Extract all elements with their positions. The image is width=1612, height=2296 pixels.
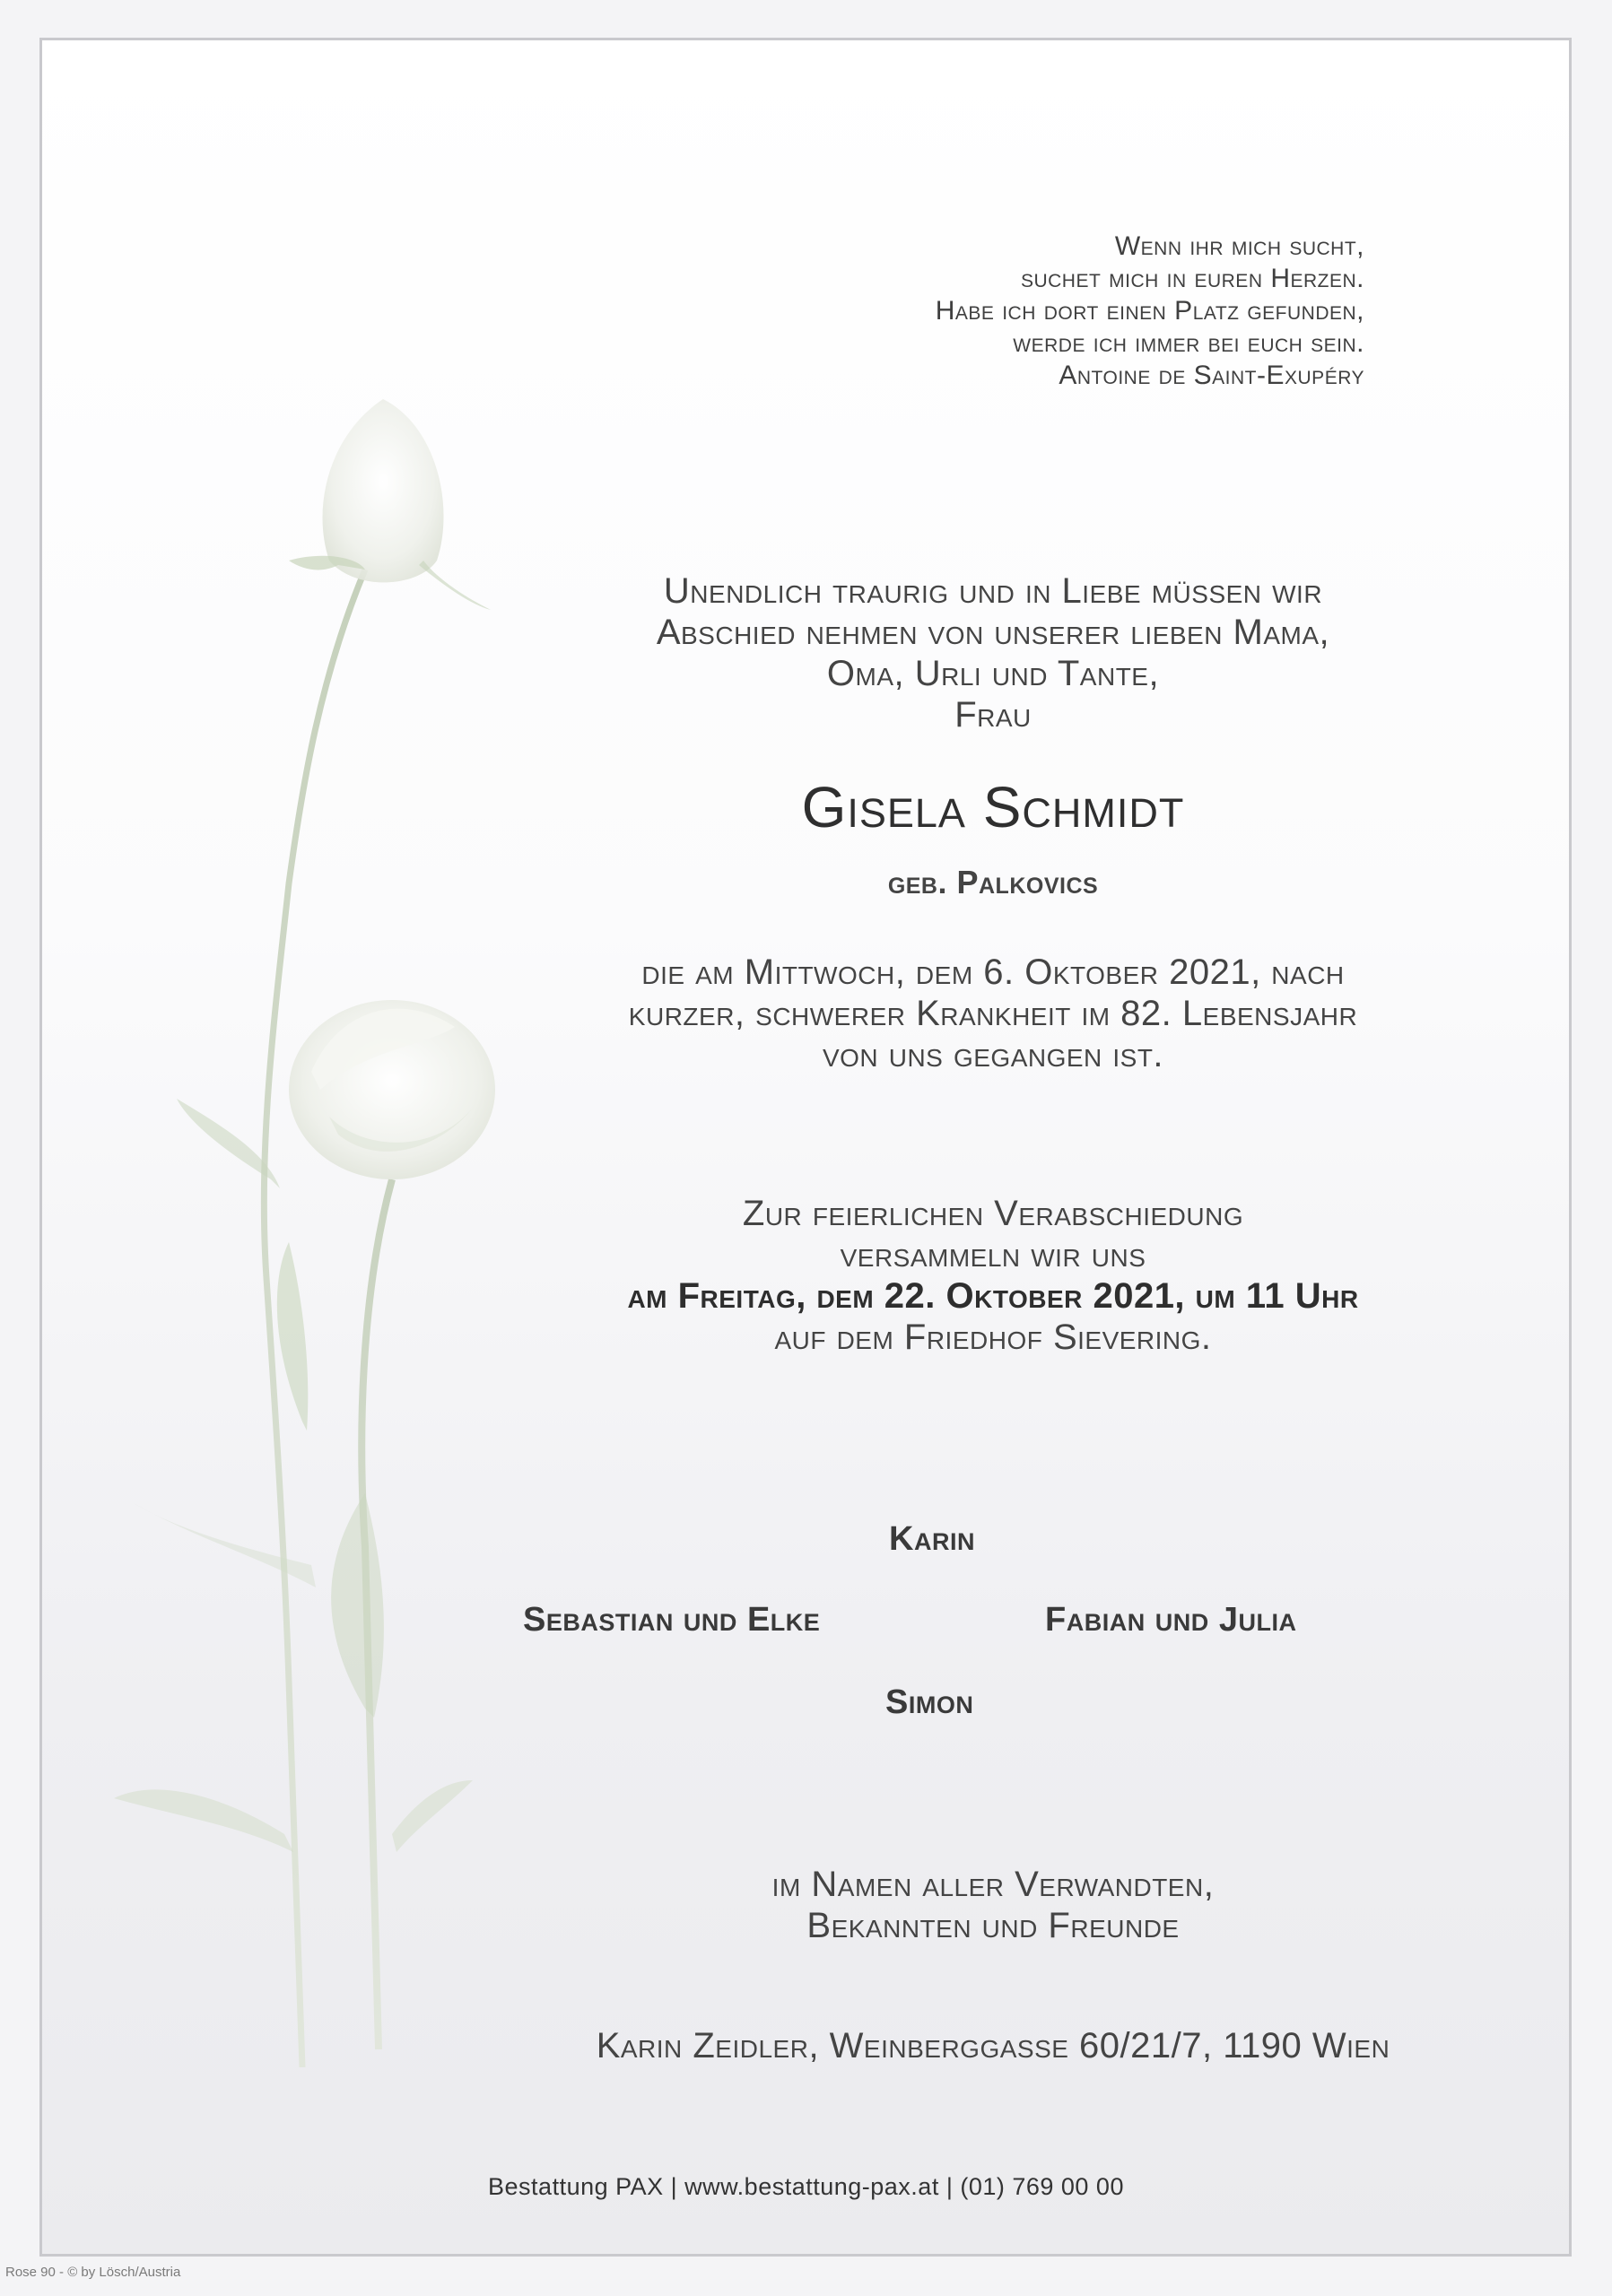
quote-line: werde ich immer bei euch sein. xyxy=(1013,328,1364,358)
family-top: Karin xyxy=(889,1520,975,1558)
passing-line: von uns gegangen ist. xyxy=(822,1035,1164,1074)
family-right: Fabian und Julia xyxy=(1045,1601,1297,1639)
farewell-line: Zur feierlichen Verabschiedung xyxy=(742,1194,1244,1233)
deceased-name: Gisela Schmidt xyxy=(801,775,1185,839)
family-left: Sebastian und Elke xyxy=(523,1601,821,1639)
quote-block xyxy=(557,230,1364,392)
quote-line: Habe ich dort einen Platz gefunden, xyxy=(935,296,1364,326)
quote-line: suchet mich in euren Herzen. xyxy=(1020,264,1364,293)
intro-line: Frau xyxy=(954,695,1032,735)
intro-line: Abschied nehmen von unserer lieben Mama, xyxy=(656,613,1330,652)
obituary-sheet xyxy=(39,38,1572,2257)
closing-line: im Namen aller Verwandten, xyxy=(771,1865,1215,1904)
funeral-home-footer: Bestattung PAX | www.bestattung-pax.at | (01) 769 00 00 xyxy=(488,2173,1124,2200)
farewell-date: am Freitag, dem 22. Oktober 2021, um 11 Uhr xyxy=(627,1276,1359,1316)
family-bottom: Simon xyxy=(885,1683,974,1721)
farewell-line: versammeln wir uns xyxy=(840,1235,1146,1274)
quote-line: Wenn ihr mich sucht, xyxy=(1114,231,1364,261)
intro-line: Unendlich traurig und in Liebe müssen wir xyxy=(663,571,1323,611)
farewell-block xyxy=(428,1193,1558,1358)
closing-line: Bekannten und Freunde xyxy=(806,1906,1180,1945)
closing-block xyxy=(428,1864,1558,1946)
farewell-place: auf dem Friedhof Sievering. xyxy=(774,1318,1212,1357)
passing-line: kurzer, schwerer Krankheit im 82. Lebensjahr xyxy=(628,994,1358,1033)
passing-block xyxy=(428,952,1558,1075)
intro-block xyxy=(428,570,1558,735)
passing-line: die am Mittwoch, dem 6. Oktober 2021, nach xyxy=(641,952,1345,992)
birth-name: geb. Palkovics xyxy=(887,864,1099,900)
intro-line: Oma, Urli und Tante, xyxy=(826,654,1160,693)
contact-address: Karin Zeidler, Weinberggasse 60/21/7, 1190 Wien xyxy=(596,2026,1390,2066)
image-credit: Rose 90 - © by Lösch/Austria xyxy=(5,2265,181,2280)
quote-author: Antoine de Saint-Exupéry xyxy=(1059,361,1364,390)
